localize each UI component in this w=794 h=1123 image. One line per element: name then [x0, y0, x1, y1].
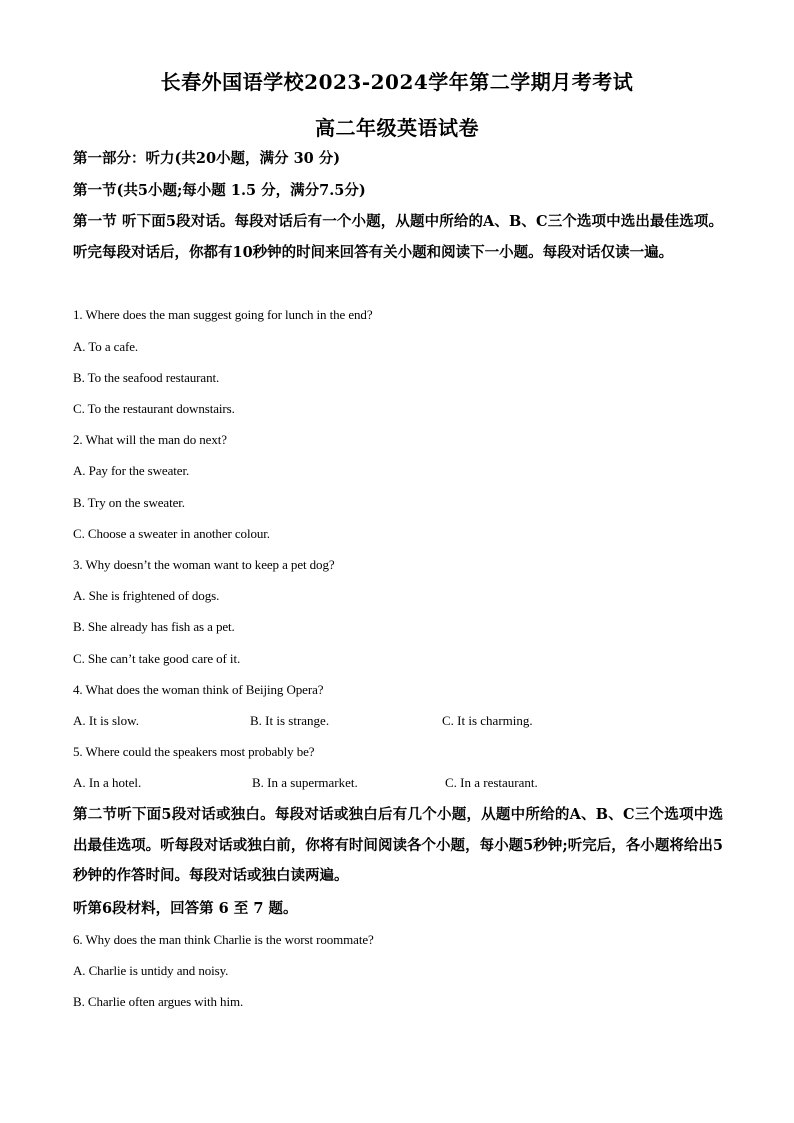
question-6-stem: 6. Why does the man think Charlie is the worst roommate?: [73, 932, 374, 947]
question-3-stem: 3. Why doesn’t the woman want to keep a pet dog?: [73, 557, 335, 572]
question-4-option-b: B. It is strange.: [250, 713, 330, 728]
question-2-stem: 2. What will the man do next?: [73, 432, 227, 447]
part1-heading: 第一部分：听力(共20小题，满分 30 分): [73, 150, 341, 167]
question-5-option-a: A. In a hotel.: [73, 775, 142, 790]
question-4-option-a: A. It is slow.: [73, 713, 139, 728]
question-4-option-c: C. It is charming.: [442, 713, 533, 728]
question-3-option-a: A. She is frightened of dogs.: [73, 588, 220, 603]
question-2-option-a: A. Pay for the sweater.: [73, 463, 190, 478]
question-5-option-b: B. In a supermarket.: [252, 775, 358, 790]
section1-heading: 第一节(共5小题;每小题 1.5 分，满分7.5分): [73, 182, 366, 199]
question-3-option-c: C. She can’t take good care of it.: [73, 651, 241, 666]
exam-title: 长春外国语学校2023-2024学年第二学期月考考试: [160, 70, 634, 94]
question-1-option-b: B. To the seafood restaurant.: [73, 370, 220, 385]
section1-instructions: 第一节 听下面5段对话。每段对话后有一个小题，从题中所给的A、B、C三个选项中选出最佳选项。听完每段对话后，你都有10秒钟的时间来回答有关小题和阅读下一小题。每段对话仅读一遍。: [73, 213, 723, 261]
question-4-stem: 4. What does the woman think of Beijing Opera?: [73, 682, 324, 697]
question-2-option-b: B. Try on the sweater.: [73, 495, 185, 510]
question-6-option-a: A. Charlie is untidy and noisy.: [73, 963, 229, 978]
material6-heading: 听第6段材料，回答第 6 至 7 题。: [73, 900, 298, 917]
question-1-stem: 1. Where does the man suggest going for lunch in the end?: [73, 307, 373, 322]
question-3-option-b: B. She already has fish as a pet.: [73, 619, 235, 634]
question-1-option-a: A. To a cafe.: [73, 339, 139, 354]
question-5-option-c: C. In a restaurant.: [445, 775, 538, 790]
question-1-option-c: C. To the restaurant downstairs.: [73, 401, 235, 416]
question-5-stem: 5. Where could the speakers most probably be?: [73, 744, 315, 759]
section2-instructions: 第二节听下面5段对话或独白。每段对话或独白后有几个小题，从题中所给的A、B、C三个选项中选出最佳选项。听每段对话或独白前，你将有时间阅读各个小题，每小题5秒钟;听完后，各小题将给出5秒钟的作答时间。每段对话或独白读两遍。: [73, 806, 723, 884]
question-2-option-c: C. Choose a sweater in another colour.: [73, 526, 270, 541]
question-6-option-b: B. Charlie often argues with him.: [73, 994, 244, 1009]
exam-subtitle: 高二年级英语试卷: [315, 116, 479, 140]
